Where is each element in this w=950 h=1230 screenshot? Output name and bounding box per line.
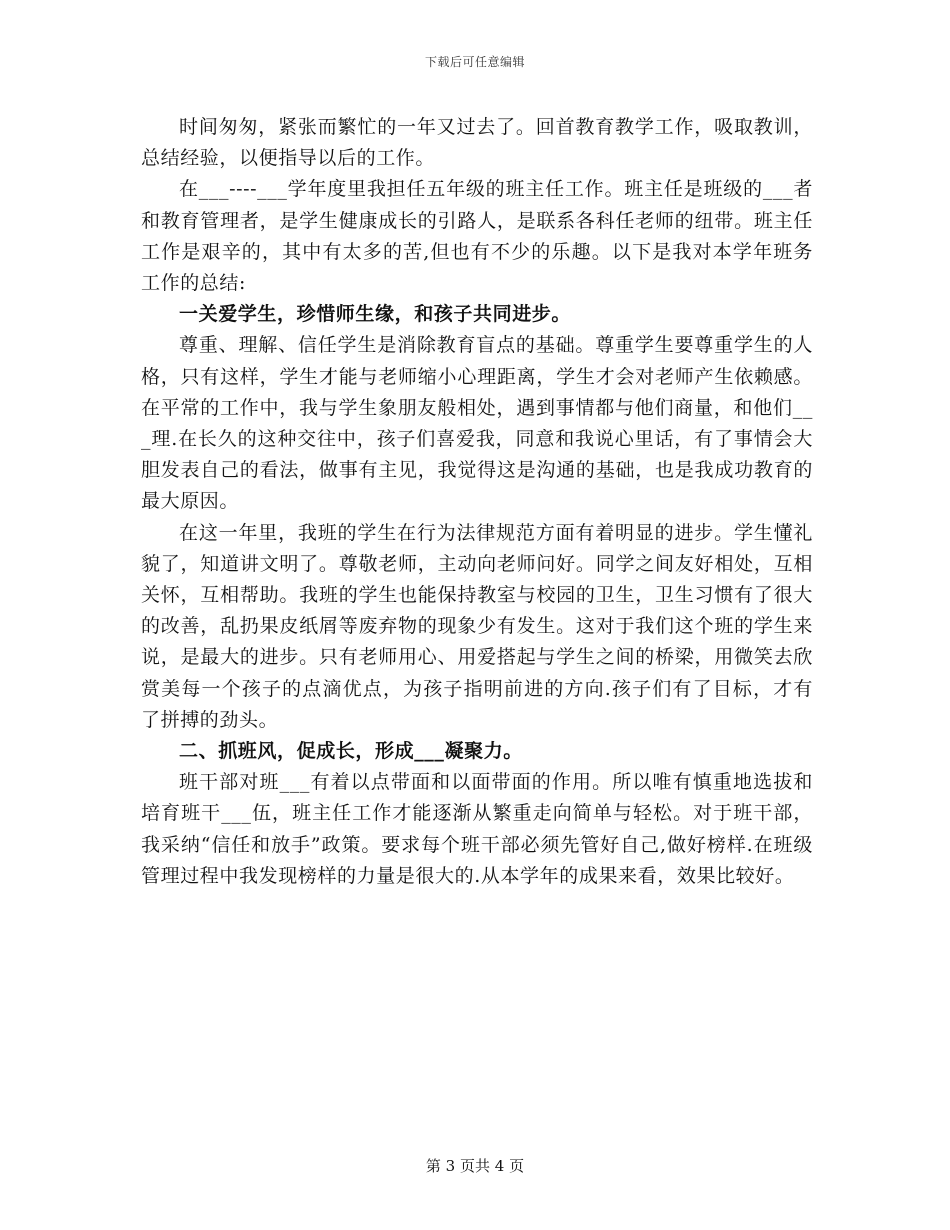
paragraph-respect: 尊重、理解、信任学生是消除教育盲点的基础。尊重学生要尊重学生的人格，只有这样，学生才能与老师缩小心理距离，学生才会对老师产生依赖感。在平常的工作中，我与学生象朋友般相处，遇到事情都与他们商量，和他们___理.在长久的这种交往中，孩子们喜爱我，同意和我说心里话，有了事情会大胆发表自己的看法，做事有主见，我觉得这是沟通的基础，也是我成功教育的最大原因。	[141, 334, 813, 513]
section-heading-1: 一关爱学生，珍惜师生缘，和孩子共同进步。	[179, 303, 572, 326]
paragraph-progress: 在这一年里，我班的学生在行为法律规范方面有着明显的进步。学生懂礼貌了，知道讲文明了。尊敬老师，主动向老师问好。同学之间友好相处，互相关怀，互相帮助。我班的学生也能保持教室与校园的卫生，卫生习惯有了很大的改善，乱扔果皮纸屑等废弃物的现象少有发生。这对于我们这个班的学生来说，是最大的进步。只有老师用心、用爱搭起与学生之间的桥梁，用微笑去欣赏美每一个孩子的点滴优点，为孩子指明前进的方向.孩子们有了目标，才有了拼搏的劲头。	[141, 521, 813, 731]
section-heading-2: 二、抓班风，促成长，形成___凝聚力。	[179, 740, 523, 763]
document-body	[141, 112, 813, 892]
paragraph-class-cadres: 班干部对班___有着以点带面和以面带面的作用。所以唯有慎重地选拔和培育班干___伍，班主任工作才能逐渐从繁重走向简单与轻松。对于班干部，我采纳“信任和放手”政策。要求每个班干部必须先管好自己,做好榜样.在班级管理过程中我发现榜样的力量是很大的.从本学年的成果来看，效果比较好。	[141, 771, 813, 887]
page-header: 下载后可任意编辑	[424, 55, 525, 69]
paragraph-overview: 在___----___学年度里我担任五年级的班主任工作。班主任是班级的___者和教育管理者，是学生健康成长的引路人，是联系各科任老师的纽带。班主任工作是艰辛的，其中有太多的苦,但也有不少的乐趣。以下是我对本学年班务工作的总结:	[141, 178, 813, 295]
paragraph-intro: 时间匆匆，紧张而繁忙的一年又过去了。回首教育教学工作，吸取教训，总结经验，以便指导以后的工作。	[141, 116, 813, 170]
page-number: 第 3 页共 4 页	[425, 1157, 525, 1175]
